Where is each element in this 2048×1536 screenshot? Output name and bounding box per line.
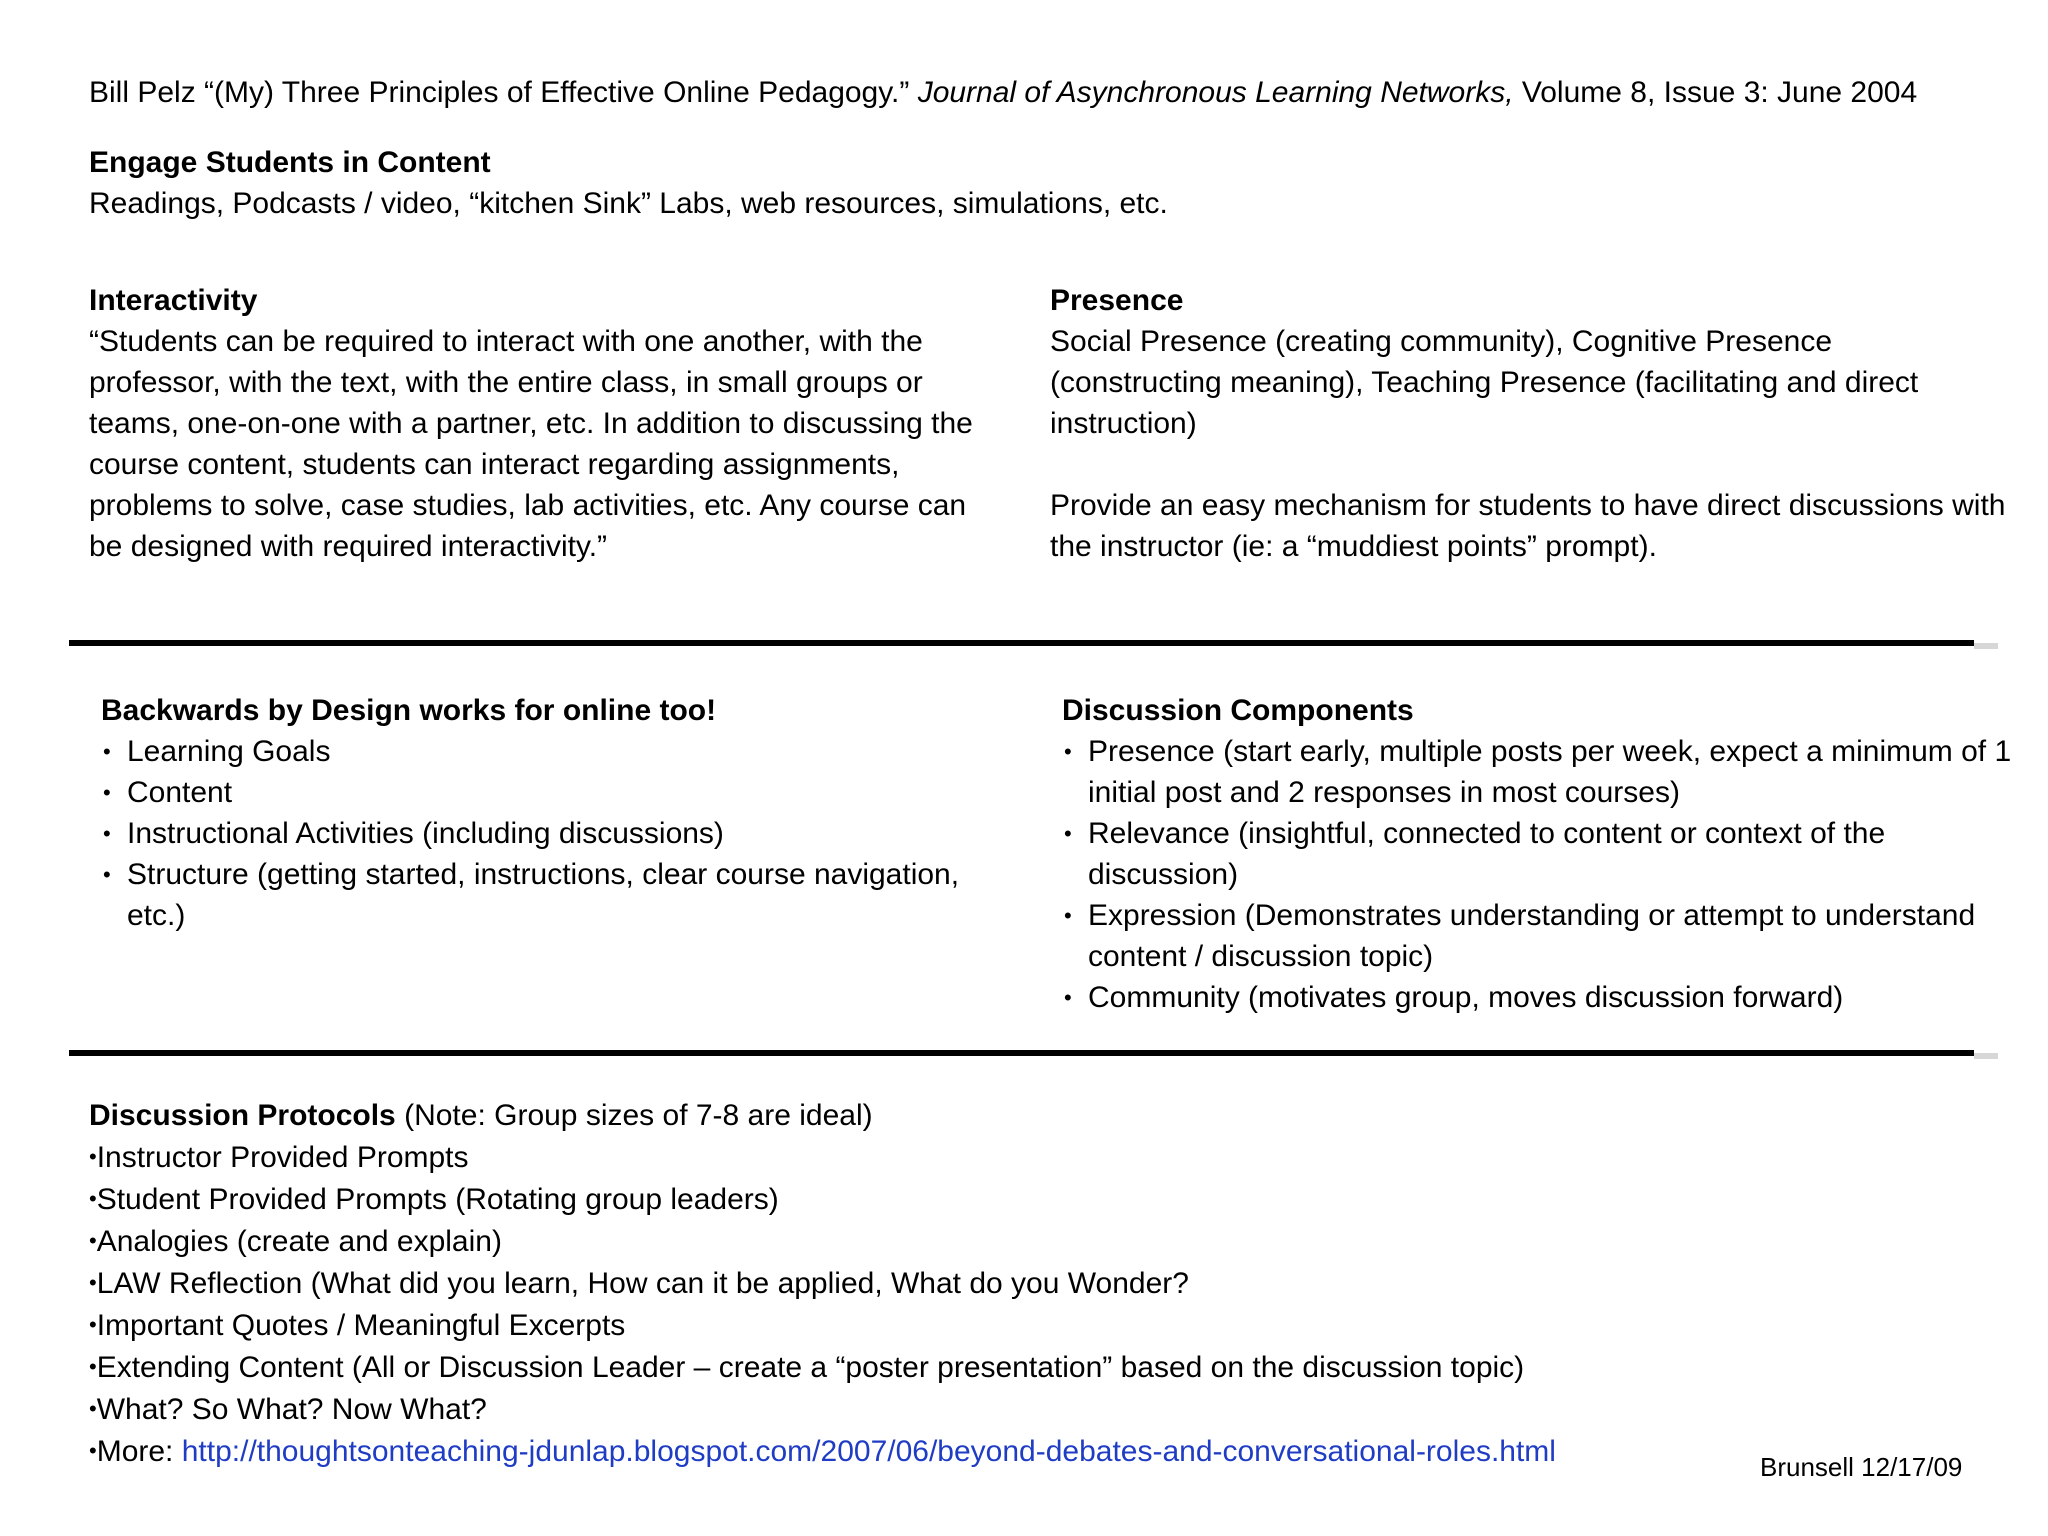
interactivity-heading: Interactivity [89, 284, 258, 317]
list-item: •Student Provided Prompts (Rotating group leaders) [89, 1183, 779, 1216]
bullet-icon: • [103, 821, 111, 846]
protocols-title-line [89, 1095, 1889, 1136]
bullet-icon: • [89, 1312, 97, 1337]
backwards-design-section [101, 690, 1001, 936]
list-item: • Expression (Demonstrates understanding or attempt to understand content / discussion topic) [1062, 895, 2022, 977]
engage-heading: Engage Students in Content [89, 146, 491, 179]
engage-text: Readings, Podcasts / video, “kitchen Sink” Labs, web resources, simulations, etc. [89, 187, 1168, 220]
section-divider [69, 640, 1974, 646]
section-divider [69, 1050, 1974, 1056]
bullet-icon: • [1064, 739, 1072, 764]
bullet-icon: • [89, 1144, 97, 1169]
list-item: • Community (motivates group, moves discussion forward) [1062, 977, 2022, 1018]
bullet-icon: • [103, 862, 111, 887]
more-label: More: [96, 1435, 182, 1468]
presence-heading: Presence [1050, 284, 1184, 317]
presence-section [1050, 280, 2010, 567]
bullet-icon: • [89, 1186, 97, 1211]
bullet-icon: • [89, 1228, 97, 1253]
bullet-icon: • [1064, 821, 1072, 846]
citation [89, 72, 2048, 113]
footer-credit: Brunsell 12/17/09 [1760, 1452, 1963, 1482]
list-item: •Extending Content (All or Discussion Leader – create a “poster presentation” based on the discussion topic) [89, 1351, 1525, 1384]
list-item: •LAW Reflection (What did you learn, How can it be applied, What do you Wonder? [89, 1267, 1189, 1300]
backwards-list [101, 731, 1001, 936]
bullet-icon: • [89, 1354, 97, 1379]
citation-prefix: Bill Pelz “(My) Three Principles of Effective Online Pedagogy.” [89, 76, 918, 109]
bullet-icon: • [103, 739, 111, 764]
citation-suffix: Volume 8, Issue 3: June 2004 [1513, 76, 1918, 109]
list-item: • Instructional Activities (including discussions) [101, 813, 1001, 854]
list-item: •Important Quotes / Meaningful Excerpts [89, 1309, 626, 1342]
list-item: • Presence (start early, multiple posts per week, expect a minimum of 1 initial post and 2 responses in most courses) [1062, 731, 2022, 813]
list-item: •Analogies (create and explain) [89, 1225, 502, 1258]
components-list [1062, 731, 2022, 1018]
bullet-icon: • [1064, 985, 1072, 1010]
list-item: • Structure (getting started, instructions, clear course navigation, etc.) [101, 854, 1001, 936]
more-link[interactable]: http://thoughtsonteaching-jdunlap.blogspot.com/2007/06/beyond-debates-and-conversational-roles.html [181, 1435, 1556, 1468]
divider-shadow [1974, 1053, 1998, 1059]
bullet-icon: • [89, 1438, 97, 1463]
interactivity-section [89, 280, 989, 567]
interactivity-quote: “Students can be required to interact with one another, with the professor, with the text, with the entire class, in small groups or teams, one-on-one with a partner, etc. In addition to discussing the course content, students can interact regarding assignments, problems to solve, case studies, lab activities, etc. Any course can be designed with required interactivity.” [89, 325, 973, 563]
list-item: • Relevance (insightful, connected to content or context of the discussion) [1062, 813, 2022, 895]
presence-paragraph-2: Provide an easy mechanism for students to have direct discussions with the instructor (ie: a “muddiest points” prompt). [1050, 489, 2006, 563]
protocols-heading: Discussion Protocols [89, 1099, 396, 1132]
list-item-more [89, 1430, 1889, 1472]
citation-journal: Journal of Asynchronous Learning Networks, [917, 76, 1514, 109]
discussion-components-section [1062, 690, 2022, 1018]
engage-section [89, 142, 1889, 224]
bullet-icon: • [103, 780, 111, 805]
bullet-icon: • [89, 1396, 97, 1421]
components-heading: Discussion Components [1062, 694, 1414, 727]
list-item: •Instructor Provided Prompts [89, 1141, 469, 1174]
divider-shadow [1974, 643, 1998, 649]
presence-paragraph-1: Social Presence (creating community), Cognitive Presence (constructing meaning), Teaching Presence (facilitating and direct instruction) [1050, 325, 1919, 440]
discussion-protocols-section [89, 1095, 1889, 1472]
bullet-icon: • [1064, 903, 1072, 928]
list-item: •What? So What? Now What? [89, 1393, 487, 1426]
list-item: • Learning Goals [101, 731, 1001, 772]
bullet-icon: • [89, 1270, 97, 1295]
backwards-heading: Backwards by Design works for online too! [101, 694, 717, 727]
protocols-note: (Note: Group sizes of 7-8 are ideal) [395, 1099, 873, 1132]
list-item: • Content [101, 772, 1001, 813]
